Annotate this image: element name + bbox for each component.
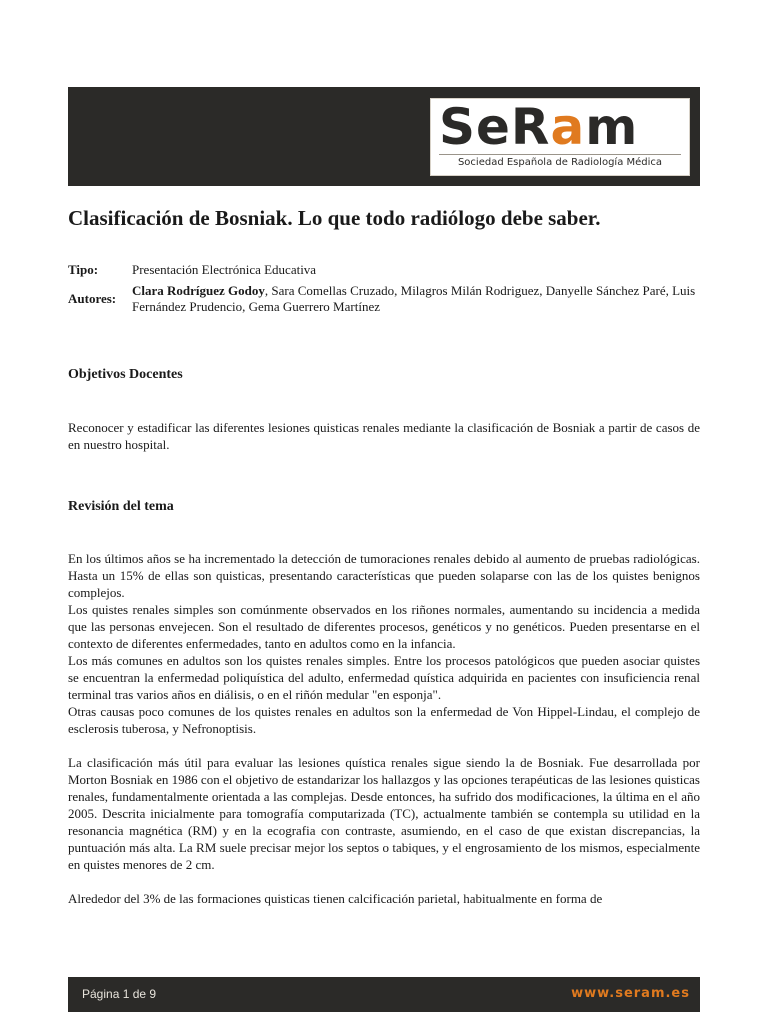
objetivos-text — [68, 419, 700, 453]
paragraph: La clasificación más útil para evaluar las lesiones quística renales sigue siendo la de Bosniak. Fue desarrollada por Morton Bosniak en 1986 con el objetivo de estandarizar los hallazgos y las opciones terapéuticas de las lesiones quisticas renales, fundamentalmente orientada a las complejas. Desde entonces, ha sufrido dos modificaciones, la última en el año 2005. Descrita inicialmente para tomografía computarizada (TC), actualmente también se contempla su utilidad en la resonancia magnética (RM) y en la ecografia con contraste, asumiendo, en el caso de que existan discrepancias, la puntuación más alta. La RM suele precisar mejor los septos o tabiques, y el engrosamiento de los mismos, especialmente en quistes menores de 2 cm. — [68, 755, 700, 872]
logo-subtitle: Sociedad Española de Radiología Médica — [439, 154, 681, 169]
paragraph: En los últimos años se ha incrementado la detección de tumoraciones renales debido al aumento de pruebas radiológicas. Hasta un 15% de ellas son quisticas, presentando características que pueden solaparse con las de los quistes benignos complejos. — [68, 551, 700, 600]
seram-logo — [430, 98, 690, 176]
autores-row — [68, 283, 700, 315]
footer-banner — [68, 977, 700, 1012]
paragraph: Los más comunes en adultos son los quistes renales simples. Entre los procesos patológicos que pueden asociar quistes se encuentran la enfermedad poliquística del adulto, enfermedad quística adquirida en pacientes con insuficiencia renal terminal tras varios años en diálisis, o en el riñón medular "en esponja". — [68, 653, 700, 702]
autores-value — [132, 283, 700, 315]
paragraph: Otras causas poco comunes de los quistes renales en adultos son la enfermedad de Von Hippel-Lindau, el complejo de esclerosis tuberosa, y Nefronoptisis. — [68, 704, 700, 736]
tipo-value: Presentación Electrónica Educativa — [132, 262, 317, 277]
revision-heading: Revisión del tema — [68, 499, 174, 514]
paragraph: Alrededor del 3% de las formaciones quisticas tienen calcificación parietal, habitualmente en forma de — [68, 891, 603, 906]
objetivos-heading: Objetivos Docentes — [68, 367, 183, 382]
metadata-block — [68, 261, 700, 315]
footer-url: www.seram.es — [571, 986, 690, 1001]
paragraph-gap — [68, 737, 700, 754]
revision-text — [68, 550, 700, 907]
paragraph: Los quistes renales simples son comúnmente observados en los riñones normales, aumentando su incidencia a medida que las personas envejecen. Son el resultado de diferentes procesos, genéticos y no genéticos. Pueden presentarse en el contexto de diferentes enfermedades, tanto en adultos como en la infancia. — [68, 602, 700, 651]
paragraph: Reconocer y estadificar las diferentes lesiones quisticas renales mediante la clasificación de Bosniak a partir de casos de en nuestro hospital. — [68, 420, 700, 452]
other-authors: , Sara Comellas Cruzado, Milagros Milán Rodriguez, Danyelle Sánchez Paré, Luis Fernández Prudencio, Gema Guerrero Martínez — [132, 283, 696, 314]
header-banner — [68, 87, 700, 186]
logo-wordmark: SeRam — [439, 98, 639, 156]
page-indicator: Página 1 de 9 — [82, 987, 157, 1001]
tipo-row — [68, 261, 700, 278]
paragraph-gap — [68, 873, 700, 890]
first-author: Clara Rodríguez Godoy — [132, 283, 265, 298]
tipo-label: Tipo: — [68, 262, 99, 277]
autores-label: Autores: — [68, 291, 117, 306]
document-title: Clasificación de Bosniak. Lo que todo radiólogo debe saber. — [68, 206, 601, 230]
